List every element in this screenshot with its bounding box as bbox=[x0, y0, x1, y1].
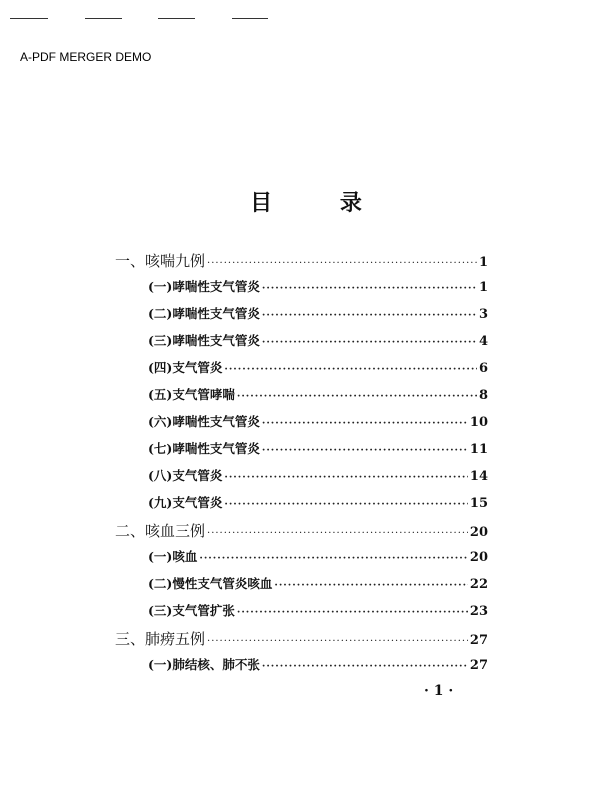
entry-page: 4 bbox=[478, 334, 488, 349]
entry-page: 15 bbox=[469, 496, 488, 511]
toc-section bbox=[115, 250, 488, 271]
entry-page: 3 bbox=[478, 307, 488, 322]
header-rule bbox=[85, 18, 122, 19]
entry-label: (一)哮喘性支气管炎 bbox=[148, 279, 260, 294]
entry-page: 22 bbox=[469, 577, 488, 592]
entry-label: (二)哮喘性支气管炎 bbox=[148, 306, 260, 321]
entry-label: (五)支气管哮喘 bbox=[148, 387, 235, 402]
header-rule bbox=[232, 18, 268, 19]
entry-label: (一)肺结核、肺不张 bbox=[148, 657, 260, 672]
entry-label: 三、肺痨五例 bbox=[115, 630, 206, 648]
toc-entry bbox=[148, 385, 488, 403]
toc-entry bbox=[148, 493, 488, 511]
entry-page: 23 bbox=[469, 604, 488, 619]
entry-page: 1 bbox=[478, 280, 488, 295]
entry-page: 20 bbox=[469, 525, 488, 540]
dot-leader bbox=[274, 580, 468, 591]
entry-label: (九)支气管炎 bbox=[148, 495, 223, 510]
toc-entry bbox=[148, 547, 488, 565]
entry-label: (三)哮喘性支气管炎 bbox=[148, 333, 260, 348]
dot-leader bbox=[207, 258, 477, 269]
entry-label: (七)哮喘性支气管炎 bbox=[148, 441, 260, 456]
dot-leader bbox=[262, 337, 477, 348]
entry-label: (一)咳血 bbox=[148, 549, 198, 564]
dot-leader bbox=[262, 310, 477, 321]
entry-page: 27 bbox=[469, 633, 488, 648]
entry-page: 14 bbox=[469, 469, 488, 484]
dot-leader bbox=[262, 661, 468, 672]
entry-label: 一、咳喘九例 bbox=[115, 252, 206, 270]
toc-entry bbox=[148, 358, 488, 376]
page-title: 目 录 bbox=[250, 190, 392, 216]
entry-label: (四)支气管炎 bbox=[148, 360, 223, 375]
dot-leader bbox=[237, 607, 468, 618]
dot-leader bbox=[207, 636, 468, 647]
dot-leader bbox=[199, 553, 468, 564]
toc-entry bbox=[148, 655, 488, 673]
entry-label: 二、咳血三例 bbox=[115, 522, 206, 540]
entry-page: 11 bbox=[469, 442, 488, 457]
header-rule bbox=[10, 18, 48, 19]
entry-label: (八)支气管炎 bbox=[148, 468, 223, 483]
toc-entry bbox=[148, 304, 488, 322]
entry-page: 8 bbox=[478, 388, 488, 403]
dot-leader bbox=[224, 364, 477, 375]
toc-section bbox=[115, 520, 488, 541]
dot-leader bbox=[262, 283, 477, 294]
watermark: A-PDF MERGER DEMO bbox=[20, 50, 152, 64]
dot-leader bbox=[262, 418, 468, 429]
dot-leader bbox=[237, 391, 477, 402]
toc-entry bbox=[148, 601, 488, 619]
entry-page: 6 bbox=[478, 361, 488, 376]
dot-leader bbox=[224, 472, 468, 483]
page-number: · 1 · bbox=[424, 683, 454, 699]
toc-entry bbox=[148, 574, 488, 592]
toc-entry bbox=[148, 466, 488, 484]
entry-page: 27 bbox=[469, 658, 488, 673]
entry-page: 20 bbox=[469, 550, 488, 565]
entry-label: (二)慢性支气管炎咳血 bbox=[148, 576, 273, 591]
entry-page: 10 bbox=[469, 415, 488, 430]
header-rule bbox=[158, 18, 195, 19]
toc-entry bbox=[148, 439, 488, 457]
toc-entry bbox=[148, 412, 488, 430]
toc-entry bbox=[148, 277, 488, 295]
toc-section bbox=[115, 628, 488, 649]
entry-label: (六)哮喘性支气管炎 bbox=[148, 414, 260, 429]
dot-leader bbox=[262, 445, 468, 456]
entry-page: 1 bbox=[478, 255, 488, 270]
dot-leader bbox=[224, 499, 468, 510]
entry-label: (三)支气管扩张 bbox=[148, 603, 235, 618]
toc-entry bbox=[148, 331, 488, 349]
dot-leader bbox=[207, 528, 468, 539]
